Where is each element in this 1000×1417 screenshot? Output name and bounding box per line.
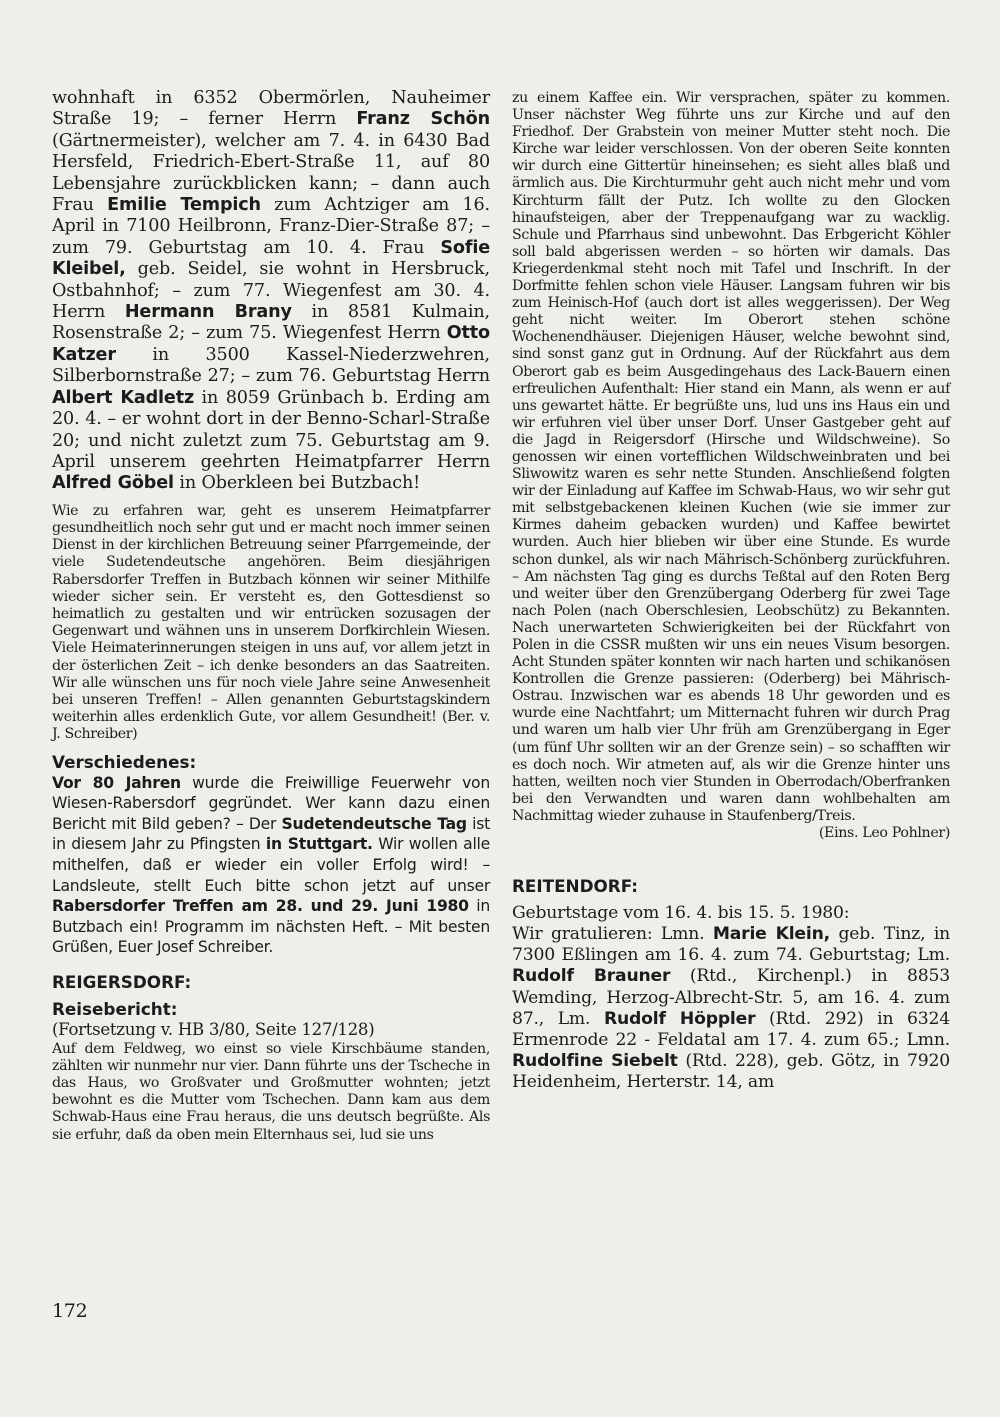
- pastor-paragraph: Wie zu erfahren war, geht es unserem Heimatpfarrer gesundheitlich noch sehr gut und er macht noch immer seinen Dienst in der kirchlichen Betreuung seiner Pfarrgemeinde, der viele Sudetendeutsche angehören. Beim diesjährigen Rabersdorfer Treffen in Butzbach können wir seiner Mithilfe wieder sicher sein. Er versteht es, den Gottesdienst so heimatlich zu gestalten und wir entrücken sozusagen der Gegenwart und wähnen uns in unserem Dorfkirchlein Wiesen. Viele Heimaterinnerungen steigen in uns auf, vor allem jetzt in der österlichen Zeit – ich denke besonders an das Saatreiten. Wir alle wünschen uns für noch viele Jahre seine Anwesenheit bei unseren Treffen! – Allen genannten Geburtstagskindern weiterhin alles erdenklich Gute, vor allem Gesundheit! (Ber. v. J. Schreiber): [52, 502, 491, 743]
- continuation-note: (Fortsetzung v. HB 3/80, Seite 127/128): [52, 1019, 375, 1039]
- travel-report-start: Auf dem Feldweg, wo einst so viele Kirschbäume standen, zählten wir nunmehr nur vier. Dann führte uns der Tscheche in das Haus, wo Großvater und Großmutter wohnten; jetzt bewohnt es die Mutter vom Tschechen. Dann kam aus dem Schwab-Haus eine Frau heraus, die uns deutsch begrüßte. Als sie erfuhr, daß da oben mein Elternhaus sei, lud sie uns: [52, 1040, 490, 1143]
- section-heading-verschiedenes: Verschiedenes:: [52, 751, 197, 772]
- right-column: [512, 90, 950, 1093]
- report-source: (Eins. Leo Pohlner): [818, 825, 950, 842]
- section-heading-reitendorf: REITENDORF:: [512, 876, 638, 897]
- travel-report-continued: zu einem Kaffee ein. Wir versprachen, später zu kommen. Unser nächster Weg führte uns zur Kirche und auf den Friedhof. Der Grabstein von meiner Mutter steht noch. Die Kirche war leider verschlossen. Von der oberen Seite konnten wir durch eine Gittertür hineinsehen; es sieht alles blaß und ärmlich aus. Die Kirchturmuhr geht auch nicht mehr und vom Kirchturm fällt der Putz. Ich wollte zu den Glocken hinaufsteigen, aber der Treppenaufgang war zu wacklig. Schule und Pfarrhaus sind unbewohnt. Das Erbgericht Köhler soll bald abgerissen werden – so hörten wir damals. Das Kriegerdenkmal steht noch mit Tafel und Inschrift. In der Dorfmitte fehlen schon viele Häuser. Langsam fuhren wir bis zum Heinisch-Hof (auch dort ist alles weggerissen). Der Weg geht nicht weiter. Im Oberort stehen schöne Wochenendhäuser. Diejenigen Häuser, welche bewohnt sind, sind sonst ganz gut in Ordnung. Auf der Rückfahrt aus dem Oberort gab es beim Ausgedingehaus des Lack-Bauern einen erfreulichen Aufenthalt: Hier stand ein Mann, als wenn er auf uns gewartet hätte. Er begrüßte uns, lud uns ins Haus ein und wir erfuhren viel über unser Dorf. Unser Gastgeber geht auf die Jagd in Reigersdorf (Hirsche und Wildschweine). So genossen wir einen vortefflichen Wildschweinbraten und bei Sliwowitz waren es sehr nette Stunden. Anschließend folgten wir der Einladung auf Kaffee im Schwab-Haus, wo wir sehr gut mit selbstgebackenen kleinen Kuchen (wie sie immer zur Kirmes daheim gebacken wurden) und Kaffee bewirtet wurden. Auch hier blieben wir über eine Stunde. Es wurde schon dunkel, als wir nach Mährisch-Schönberg zurückfuhren. – Am nächsten Tag ging es durchs Teßtal auf den Roten Berg und weiter über den Grenzübergang Oderberg für zwei Tage nach Polen (nach Oberschlesien, Leobschütz) zu Bekannten. Nach unerwarteten Schwierigkeiten bei der Rückfahrt von Polen in die CSSR mußten wir uns ein neues Visum besorgen. Acht Stunden später konnten wir nach harten und schikanösen Kontrollen die Grenze passieren: (Oderberg) bei Mährisch-Ostrau. Inzwischen war es abends 18 Uhr geworden und es wurde eine Nachtfahrt; um Mitternacht fuhren wir durch Prag und waren um halb vier Uhr früh am Grenzübergang in Eger (um fünf Uhr sollten wir an der Grenze sein) – so schafften wir es doch noch. Wir atmeten auf, als wir die Grenze hinter uns hatten, weilten noch vier Stunden in Oberrodach/Oberfranken bei den Verwandten und waren dann wohlbehalten am Nachmittag wieder zuhause in Staufenberg/Treis. (Eins. Leo Pohlner): [512, 90, 950, 842]
- page-number: 172: [52, 1300, 88, 1322]
- left-column: [52, 88, 490, 1144]
- miscellaneous-paragraph: Vor 80 Jahren wurde die Freiwillige Feuerwehr von Wiesen-Rabersdorf gegründet. Wer kann dazu einen Bericht mit Bild geben? – Der Sudetendeutsche Tag ist in diesem Jahr zu Pfingsten in Stuttgart. Wir wollen alle mithelfen, daß er wieder ein voller Erfolg wird! – Landsleute, stellt Euch bitte schon jetzt auf unser Rabersdorfer Treffen am 28. und 29. Juni 1980 in Butzbach ein! Programm im nächsten Heft. – Mit besten Grüßen, Euer Josef Schreiber.: [52, 773, 490, 957]
- section-heading-reigersdorf: REIGERSDORF:: [52, 971, 192, 992]
- subheading-reisebericht: Reisebericht:: [52, 998, 178, 1019]
- report-source: (Ber. v. J. Schreiber): [52, 709, 491, 743]
- birthday-paragraph: wohnhaft in 6352 Obermörlen, Nauheimer Straße 19; – ferner Herrn Franz Schön (Gärtnermeister), welcher am 7. 4. in 6430 Bad Hersfeld, Friedrich-Ebert-Straße 11, auf 80 Lebensjahre zurückblicken kann; – dann auch Frau Emilie Tempich zum Achtziger am 16. April in 7100 Heilbronn, Franz-Dier-Straße 87; – zum 79. Geburtstag am 10. 4. Frau Sofie Kleibel, geb. Seidel, sie wohnt in Hersbruck, Ostbahnhof; – zum 77. Wiegenfest am 30. 4. Herrn Hermann Brany in 8581 Kulmain, Rosenstraße 2; – zum 75. Wiegenfest Herrn Otto Katzer in 3500 Kassel-Niederzwehren, Silberbornstraße 27; – zum 76. Geburtstag Herrn Albert Kadletz in 8059 Grünbach b. Erding am 20. 4. – er wohnt dort in der Benno-Scharl-Straße 20; und nicht zuletzt zum 75. Geburtstag am 9. April unserem geehrten Heimatpfarrer Herrn Alfred Göbel in Oberkleen bei Butzbach!: [52, 88, 491, 494]
- reitendorf-birthdays: Wir gratulieren: Lmn. Marie Klein, geb. Tinz, in 7300 Eßlingen am 16. 4. zum 74. Geburtstag; Lm. Rudolf Brauner (Rtd., Kirchenpl.) in 8853 Wemding, Herzog-Albrecht-Str. 5, am 16. 4. zum 87., Lm. Rudolf Höppler (Rtd. 292) in 6324 Ermenrode 22 - Feldatal am 17. 4. zum 65.; Lmn. Rudolfine Siebelt (Rtd. 228), geb. Götz, in 7920 Heidenheim, Herterstr. 14, am: [512, 924, 950, 1092]
- birthday-range: Geburtstage vom 16. 4. bis 15. 5. 1980:: [512, 903, 850, 924]
